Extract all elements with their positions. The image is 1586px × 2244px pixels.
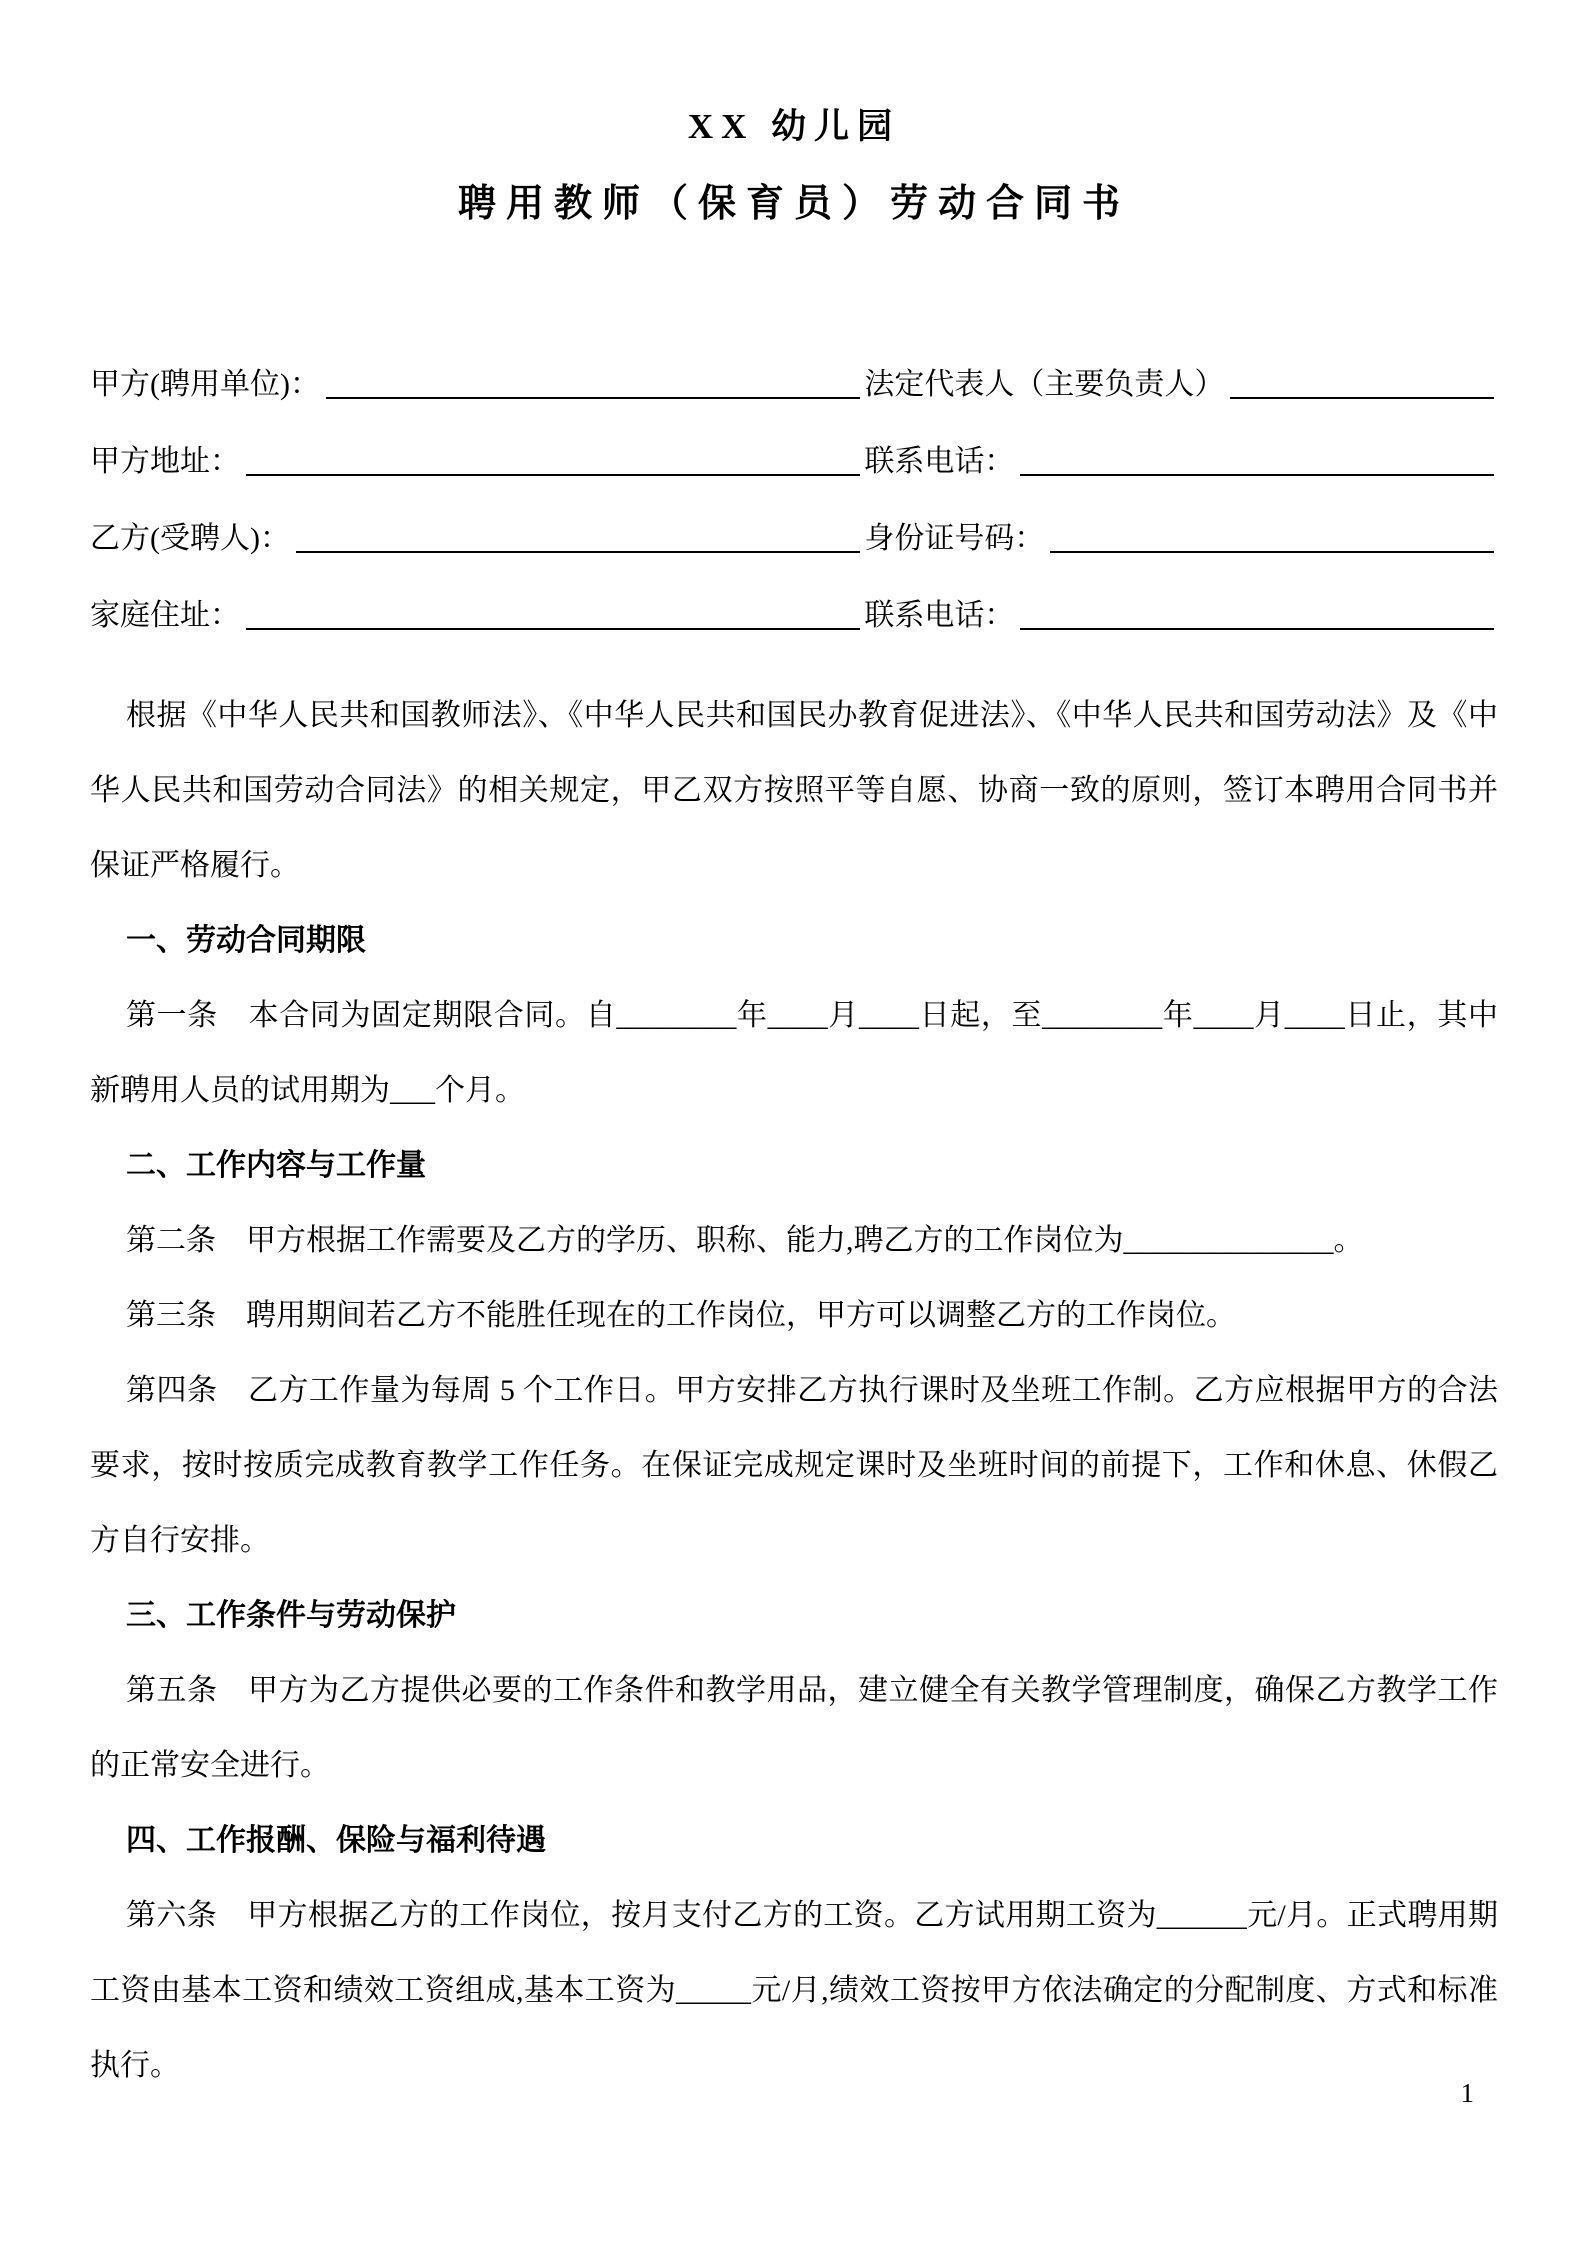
party-b-name-blank[interactable] (296, 551, 860, 553)
section-1-heading: 一、劳动合同期限 (126, 924, 366, 957)
form-cell-home-address (90, 596, 864, 636)
form-row-party-b (90, 482, 1498, 559)
form-cell-party-a-address (90, 442, 864, 482)
page-number: 1 (1460, 2078, 1474, 2108)
article-5: 第五条 甲方为乙方提供必要的工作条件和教学用品，建立健全有关教学管理制度，确保乙方教学工作的正常安全进行。 (90, 1674, 1498, 1782)
home-address-label: 家庭住址： (90, 599, 240, 632)
form-row-home-address (90, 559, 1498, 636)
intro-paragraph: 根据《中华人民共和国教师法》、《中华人民共和国民办教育促进法》、《中华人民共和国劳动法》及《中华人民共和国劳动合同法》的相关规定，甲乙双方按照平等自愿、协商一致的原则，签订本聘用合同书并保证严格履行。 (90, 699, 1498, 882)
section-4-heading: 四、工作报酬、保险与福利待遇 (126, 1824, 546, 1857)
form-cell-party-b-phone (864, 596, 1498, 636)
party-a-address-blank[interactable] (246, 474, 860, 476)
form-cell-id-number (864, 519, 1498, 559)
party-a-name-blank[interactable] (326, 397, 860, 399)
article-6: 第六条 甲方根据乙方的工作岗位，按月支付乙方的工资。乙方试用期工资为______元/月。正式聘用期工资由基本工资和绩效工资组成,基本工资为_____元/月,绩效工资按甲方依法确定的分配制度、方式和标准执行。 (90, 1899, 1498, 2082)
legal-rep-blank[interactable] (1230, 397, 1494, 399)
form-cell-party-a-name (90, 365, 864, 405)
form-row-party-a (90, 328, 1498, 405)
party-info-form (90, 328, 1498, 636)
section-2-heading: 二、工作内容与工作量 (126, 1149, 426, 1182)
id-number-label: 身份证号码： (864, 522, 1045, 555)
article-3: 第三条 聘用期间若乙方不能胜任现在的工作岗位，甲方可以调整乙方的工作岗位。 (126, 1299, 1236, 1332)
form-cell-party-b-name (90, 519, 864, 559)
document-title-main: 聘用教师（保育员）劳动合同书 (457, 183, 1130, 225)
document-title-org: XX 幼儿园 (687, 107, 901, 146)
form-cell-party-a-phone (864, 442, 1498, 482)
party-a-name-label: 甲方(聘用单位)： (90, 368, 320, 401)
home-address-blank[interactable] (246, 628, 860, 630)
section-3-heading: 三、工作条件与劳动保护 (126, 1599, 456, 1632)
id-number-blank[interactable] (1050, 551, 1494, 553)
party-b-phone-blank[interactable] (1020, 628, 1494, 630)
party-a-phone-label: 联系电话： (864, 445, 1015, 478)
party-a-phone-blank[interactable] (1020, 474, 1494, 476)
contract-body (90, 678, 1498, 2103)
article-2: 第二条 甲方根据工作需要及乙方的学历、职称、能力,聘乙方的工作岗位为______________。 (126, 1224, 1364, 1257)
document-content (90, 0, 1498, 2103)
party-a-address-label: 甲方地址： (90, 445, 240, 478)
article-4: 第四条 乙方工作量为每周 5 个工作日。甲方安排乙方执行课时及坐班工作制。乙方应根据甲方的合法要求，按时按质完成教育教学工作任务。在保证完成规定课时及坐班时间的前提下，工作和休息、休假乙方自行安排。 (90, 1374, 1498, 1557)
party-b-phone-label: 联系电话： (864, 599, 1015, 632)
form-row-party-a-address (90, 405, 1498, 482)
form-cell-legal-rep (864, 365, 1498, 405)
party-b-name-label: 乙方(受聘人)： (90, 522, 290, 555)
article-1: 第一条 本合同为固定期限合同。自________年____月____日起，至________年____月____日止，其中新聘用人员的试用期为___个月。 (90, 999, 1498, 1107)
legal-rep-label: 法定代表人（主要负责人） (864, 368, 1225, 401)
